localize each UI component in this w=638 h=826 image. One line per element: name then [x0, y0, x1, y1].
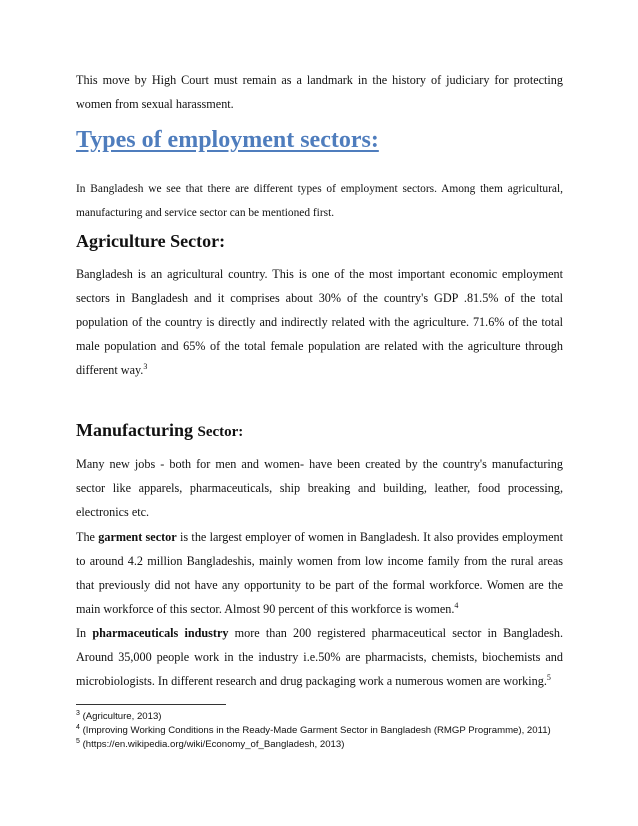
agriculture-paragraph	[76, 262, 563, 382]
intro-text: This move by High Court must remain as a landmark in the history of judiciary for protecting women from sexual harassment.	[76, 73, 563, 111]
garment-text: is the largest employer of women in Bangladesh. It also provides employment to around 4.2 million Bangladeshis, mainly women from low income family from the rural areas that previously did not have any opportunity to be part of the formal workforce. Women are the main workforce of this sector. Almost 90 percent of this workforce is women.	[76, 530, 564, 616]
footnote-text: (Improving Working Conditions in the Ready-Made Garment Sector in Bangladesh (RMGP Programme), 2011)	[82, 725, 551, 736]
types-heading: Types of employment sectors:	[76, 127, 379, 153]
pharma-paragraph	[76, 621, 563, 693]
footnote-4	[76, 725, 551, 736]
manufacturing-text-1: Many new jobs - both for men and women- have been created by the country's manufacturing sector like apparels, pharmaceuticals, ship breaking and building, leather, food processing, electronics etc.	[76, 457, 563, 519]
manufacturing-heading-rest: Sector:	[197, 424, 244, 440]
types-text: In Bangladesh we see that there are different types of employment sectors. Among them agricultural, manufacturing and service sector can be mentioned first.	[76, 183, 563, 219]
footnote-text: (https://en.wikipedia.org/wiki/Economy_of_Bangladesh, 2013)	[82, 739, 345, 750]
garment-sector-bold: garment sector	[98, 530, 177, 544]
manufacturing-heading	[76, 420, 243, 441]
footnote-mark: 3	[76, 709, 80, 717]
intro-paragraph	[76, 68, 563, 116]
footnote-divider	[76, 704, 226, 705]
garment-prefix: The	[76, 530, 95, 544]
footnote-3	[76, 711, 162, 722]
footnote-ref-5: 5	[546, 672, 551, 682]
manufacturing-heading-main: Manufacturing	[76, 420, 193, 440]
footnote-5	[76, 739, 344, 750]
footnote-ref-4: 4	[454, 600, 459, 610]
footnote-text: (Agriculture, 2013)	[82, 711, 162, 722]
footnote-ref-3: 3	[143, 361, 148, 371]
agriculture-heading: Agriculture Sector:	[76, 231, 226, 251]
manufacturing-paragraph-1	[76, 452, 563, 524]
pharma-prefix: In	[76, 626, 87, 640]
footnote-mark: 5	[76, 737, 80, 745]
types-paragraph	[76, 177, 563, 225]
garment-paragraph	[76, 525, 563, 621]
pharma-text: more than 200 registered pharmaceutical sector in Bangladesh. Around 35,000 people work in the industry i.e.50% are pharmacists, chemists, biochemists and microbiologists. In different research and drug packaging work a numerous women are working.	[76, 626, 563, 688]
agriculture-text: Bangladesh is an agricultural country. This is one of the most important economic employment sectors in Bangladesh and it comprises about 30% of the country's GDP .81.5% of the total population of the country is directly and indirectly related with the agriculture. 71.6% of the total male population and 65% of the total female population are related with the agriculture through different way.	[76, 267, 563, 377]
footnote-mark: 4	[76, 723, 80, 731]
pharma-industry-bold: pharmaceuticals industry	[92, 626, 229, 640]
